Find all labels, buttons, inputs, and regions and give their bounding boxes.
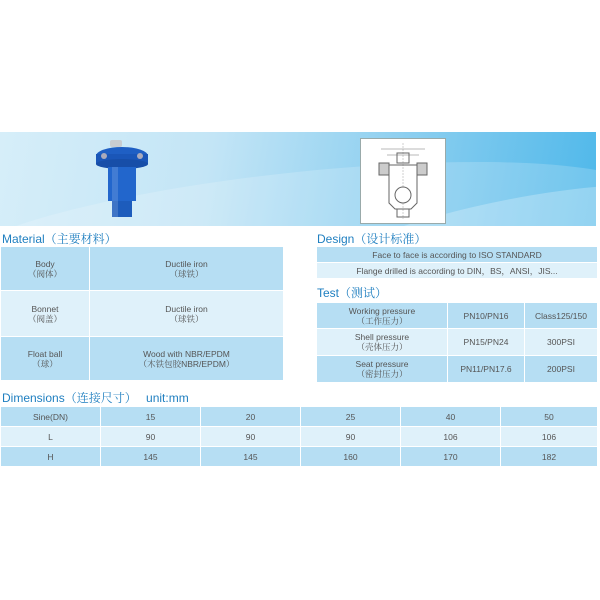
product-banner — [0, 132, 596, 226]
dim-cell: H — [1, 447, 101, 467]
dimensions-table — [0, 406, 598, 467]
dim-cell: 145 — [201, 447, 301, 467]
dim-cell: 106 — [401, 427, 501, 447]
dim-cell: 145 — [101, 447, 201, 467]
test-pn: PN10/PN16 — [448, 303, 525, 329]
table-row — [317, 329, 598, 356]
dim-cell: 106 — [501, 427, 598, 447]
material-part: Bonnet （阀盖） — [1, 291, 90, 337]
dim-cell: 25 — [301, 407, 401, 427]
dim-cell: 50 — [501, 407, 598, 427]
table-row — [1, 407, 598, 427]
material-table — [0, 246, 284, 381]
design-title: Design（设计标准） — [317, 232, 427, 246]
dim-cell: 90 — [201, 427, 301, 447]
dim-cell: 40 — [401, 407, 501, 427]
dim-cell: L — [1, 427, 101, 447]
table-row — [1, 247, 284, 291]
valve-product-image — [92, 140, 152, 220]
table-row — [1, 337, 284, 381]
valve-section-drawing — [360, 138, 446, 224]
test-pn: PN15/PN24 — [448, 329, 525, 356]
table-row — [317, 356, 598, 383]
material-value: Wood with NBR/EPDM （木铁包胶NBR/EPDM） — [90, 337, 284, 381]
table-row — [317, 263, 598, 279]
design-text: Flange drilled is according to DIN，BS，ANSI，JIS... — [317, 263, 598, 279]
test-name: Shell pressure （壳体压力） — [317, 329, 448, 356]
dim-cell: 170 — [401, 447, 501, 467]
dim-cell: 90 — [101, 427, 201, 447]
design-text: Face to face is according to ISO STANDARD — [317, 247, 598, 263]
table-row — [317, 247, 598, 263]
test-name: Seat pressure （密封压力） — [317, 356, 448, 383]
design-table — [316, 246, 598, 279]
material-part: Float ball （球） — [1, 337, 90, 381]
dim-cell: 20 — [201, 407, 301, 427]
test-table — [316, 302, 598, 383]
dim-cell: 15 — [101, 407, 201, 427]
test-title: Test（测试） — [317, 286, 388, 300]
dim-cell: Sine(DN) — [1, 407, 101, 427]
material-value: Ductile iron （球铁） — [90, 247, 284, 291]
table-row — [1, 427, 598, 447]
table-row — [1, 447, 598, 467]
test-name: Working pressure （工作压力） — [317, 303, 448, 329]
material-value: Ductile iron （球铁） — [90, 291, 284, 337]
test-pn: PN11/PN17.6 — [448, 356, 525, 383]
material-part: Body （阀体） — [1, 247, 90, 291]
material-title: Material（主要材料） — [2, 232, 117, 246]
table-row — [1, 291, 284, 337]
dimensions-title-text: Dimensions（连接尺寸） — [2, 391, 137, 405]
table-row — [317, 303, 598, 329]
test-class: 200PSI — [525, 356, 598, 383]
test-class: 300PSI — [525, 329, 598, 356]
dimensions-title — [2, 389, 189, 406]
dim-cell: 160 — [301, 447, 401, 467]
dim-cell: 90 — [301, 427, 401, 447]
dimensions-unit: unit:mm — [146, 391, 189, 405]
test-class: Class125/150 — [525, 303, 598, 329]
dim-cell: 182 — [501, 447, 598, 467]
